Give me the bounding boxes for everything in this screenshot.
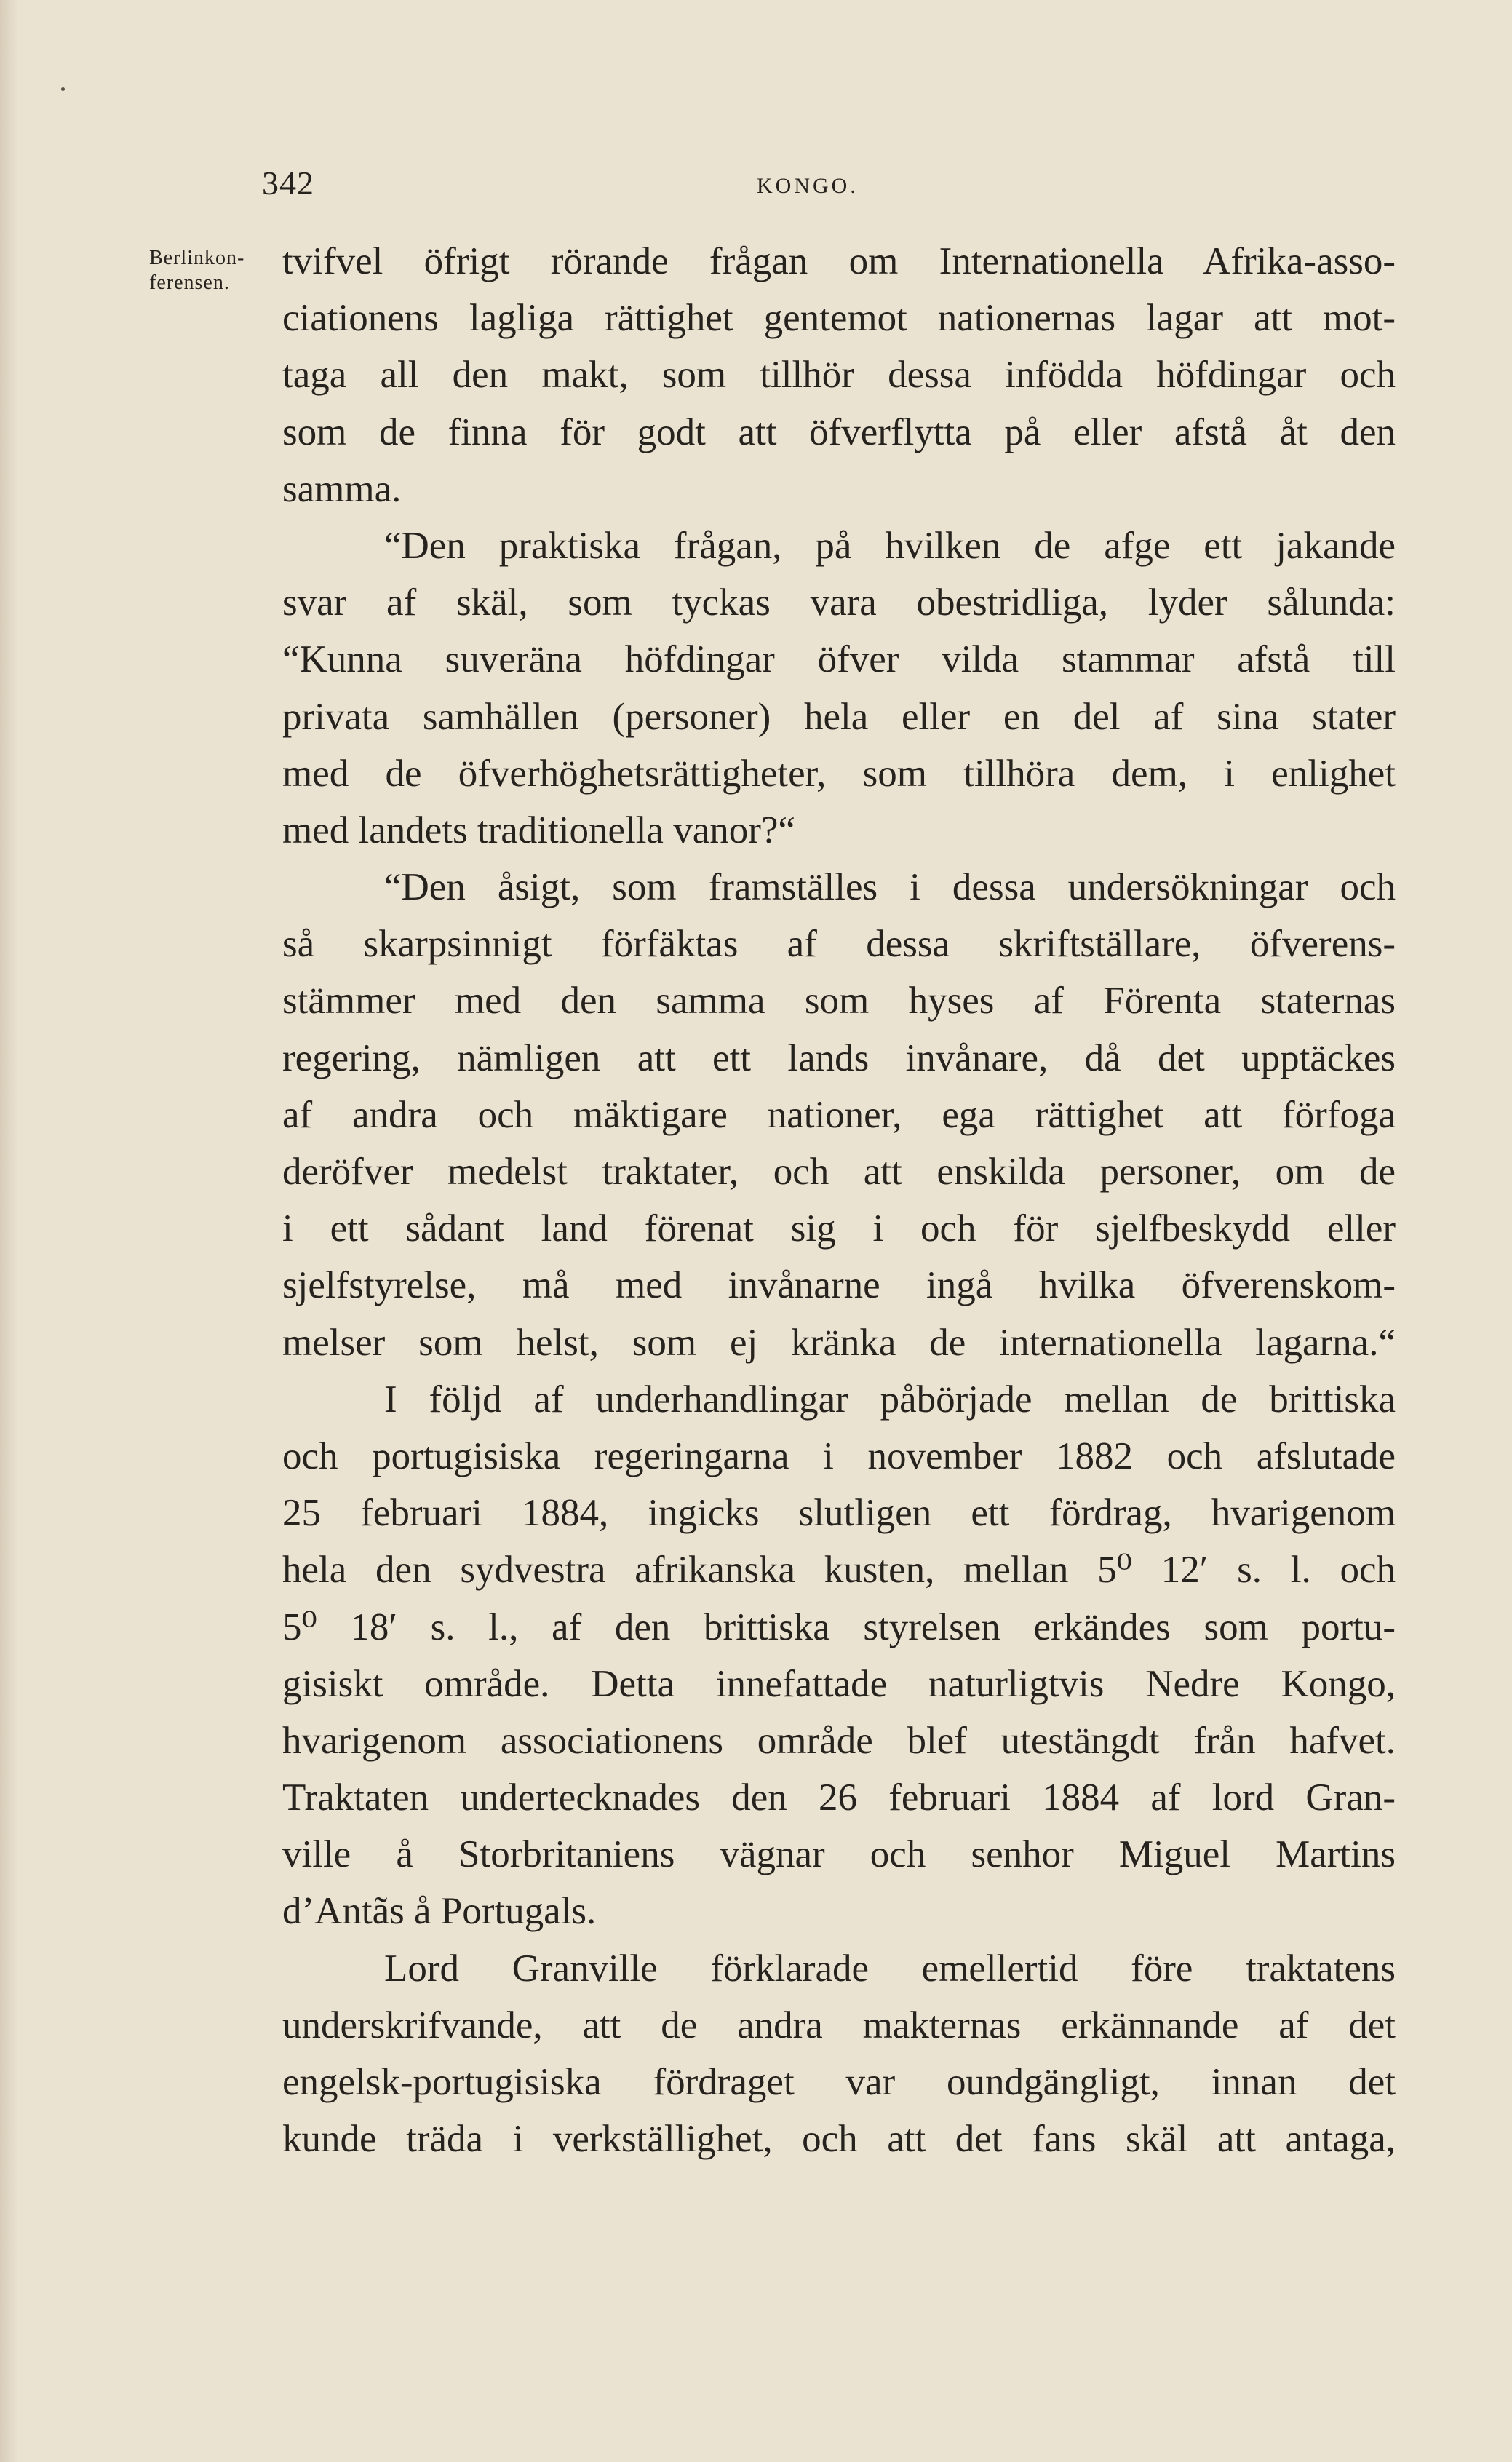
text-line: d’Antãs å Portugals. <box>282 1890 597 1933</box>
text-line: 25 februari 1884, ingicks slutligen ett fördrag, hvarigenom <box>282 1492 1396 1535</box>
text-line: och portugisiska regeringarna i november 1882 och afslutade <box>282 1434 1396 1477</box>
text-line: engelsk-portugisiska fördraget var oundgängligt, innan det <box>282 2061 1396 2103</box>
text-line: “Den praktiska frågan, på hvilken de afge ett jakande <box>384 524 1396 567</box>
text-line: deröfver medelst traktater, och att enskilda personer, om de <box>282 1151 1396 1193</box>
text-line: stämmer med den samma som hyses af Förenta staternas <box>282 980 1396 1022</box>
page-left-edge-shadow <box>0 0 19 2462</box>
text-line: ciationens lagliga rättighet gentemot nationernas lagar att mot- <box>282 297 1396 340</box>
body-text <box>282 233 1396 2167</box>
text-line: taga all den makt, som tillhör dessa infödda höfdingar och <box>282 354 1396 397</box>
text-line: svar af skäl, som tyckas vara obestridliga, lyder sålunda: <box>282 581 1396 624</box>
text-line: 5⁰ 18′ s. l., af den brittiska styrelsen erkändes som portu- <box>282 1605 1396 1648</box>
text-line: privata samhällen (personer) hela eller en del af sina stater <box>282 695 1396 738</box>
text-line: kunde träda i verkställighet, och att det fans skäl att antaga, <box>282 2118 1396 2161</box>
text-line: Traktaten undertecknades den 26 februari 1884 af lord Gran- <box>282 1776 1396 1819</box>
text-line: melser som helst, som ej kränka de internationella lagarna.“ <box>282 1321 1396 1364</box>
text-line: samma. <box>282 467 402 510</box>
text-line: Lord Granville förklarade emellertid före traktatens <box>384 1947 1396 1990</box>
margin-note <box>149 246 273 295</box>
page-number: 342 <box>262 164 314 202</box>
page-header <box>262 164 1404 207</box>
text-line: regering, nämligen att ett lands invånare, då det upptäckes <box>282 1036 1396 1079</box>
text-line: hvarigenom associationens område blef utestängdt från hafvet. <box>282 1719 1396 1762</box>
running-head: KONGO. <box>757 174 859 198</box>
text-line: som de finna för godt att öfverflytta på eller afstå åt den <box>282 410 1396 453</box>
text-line: hela den sydvestra afrikanska kusten, mellan 5⁰ 12′ s. l. och <box>282 1549 1396 1592</box>
text-line: så skarpsinnigt förfäktas af dessa skriftställare, öfverens- <box>282 923 1396 966</box>
margin-note-line: Berlinkon- <box>149 247 245 269</box>
text-line: sjelfstyrelse, må med invånarne ingå hvilka öfverenskom- <box>282 1264 1396 1307</box>
text-line: i ett sådant land förenat sig i och för sjelfbeskydd eller <box>282 1207 1396 1250</box>
text-line: I följd af underhandlingar påbörjade mellan de brittiska <box>384 1378 1396 1421</box>
text-line: gisiskt område. Detta innefattade naturligtvis Nedre Kongo, <box>282 1662 1396 1705</box>
margin-note-line: ferensen. <box>149 271 230 294</box>
text-line: tvifvel öfrigt rörande frågan om Internationella Afrika-asso- <box>282 240 1396 282</box>
text-line: “Kunna suveräna höfdingar öfver vilda stammar afstå till <box>282 638 1396 681</box>
text-line: “Den åsigt, som framställes i dessa undersökningar och <box>384 866 1396 909</box>
text-line: med landets traditionella vanor?“ <box>282 809 795 851</box>
paper-speck <box>61 87 65 91</box>
text-line: ville å Storbritaniens vägnar och senhor Miguel Martins <box>282 1833 1396 1876</box>
text-line: af andra och mäktigare nationer, ega rättighet att förfoga <box>282 1093 1396 1136</box>
text-line: underskrifvande, att de andra makternas erkännande af det <box>282 2004 1396 2046</box>
text-line: med de öfverhöghetsrättigheter, som tillhöra dem, i enlighet <box>282 752 1396 795</box>
